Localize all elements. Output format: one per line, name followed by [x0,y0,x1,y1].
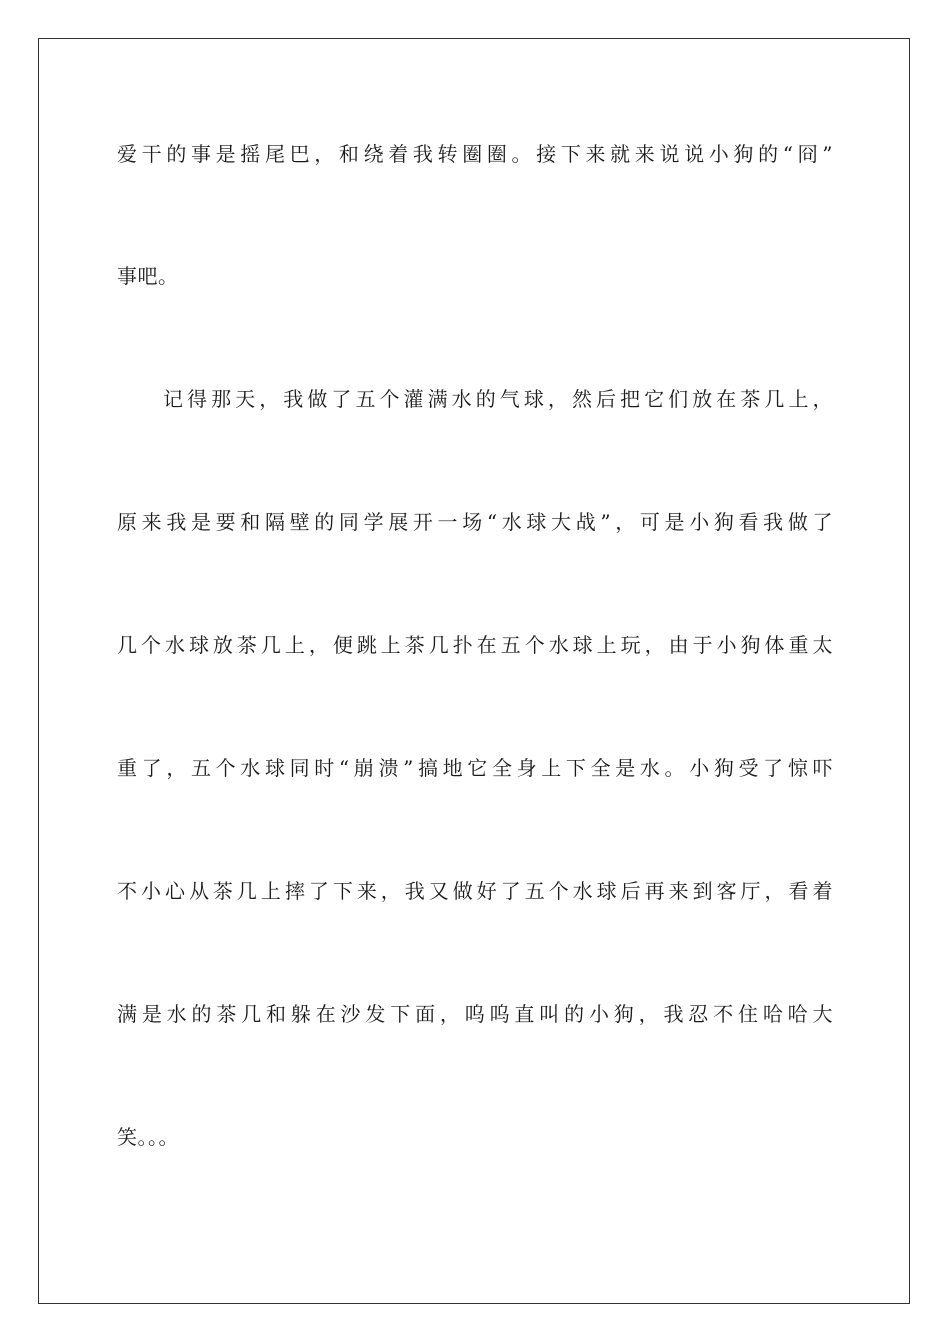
text-line-8: 满是水的茶几和躲在沙发下面，呜呜直叫的小狗，我忍不住哈哈大 [117,1002,833,1026]
text-line-7: 不小心从茶几上摔了下来，我又做好了五个水球后再来到客厅，看着 [117,879,833,903]
page-border [38,38,910,1304]
text-line-5: 几个水球放茶几上，便跳上茶几扑在五个水球上玩，由于小狗体重太 [117,633,833,657]
text-line-1: 爱干的事是摇尾巴，和绕着我转圈圈。接下来就来说说小狗的“冏” [117,142,833,166]
text-line-3: 记得那天，我做了五个灌满水的气球，然后把它们放在茶几上， [163,387,833,411]
text-line-6: 重了，五个水球同时“崩溃”搞地它全身上下全是水。小狗受了惊吓 [117,756,833,780]
text-line-2: 事吧。 [117,264,179,288]
text-line-4: 原来我是要和隔壁的同学展开一场“水球大战”，可是小狗看我做了 [117,510,833,534]
text-line-9: 笑。。。 [117,1125,179,1149]
